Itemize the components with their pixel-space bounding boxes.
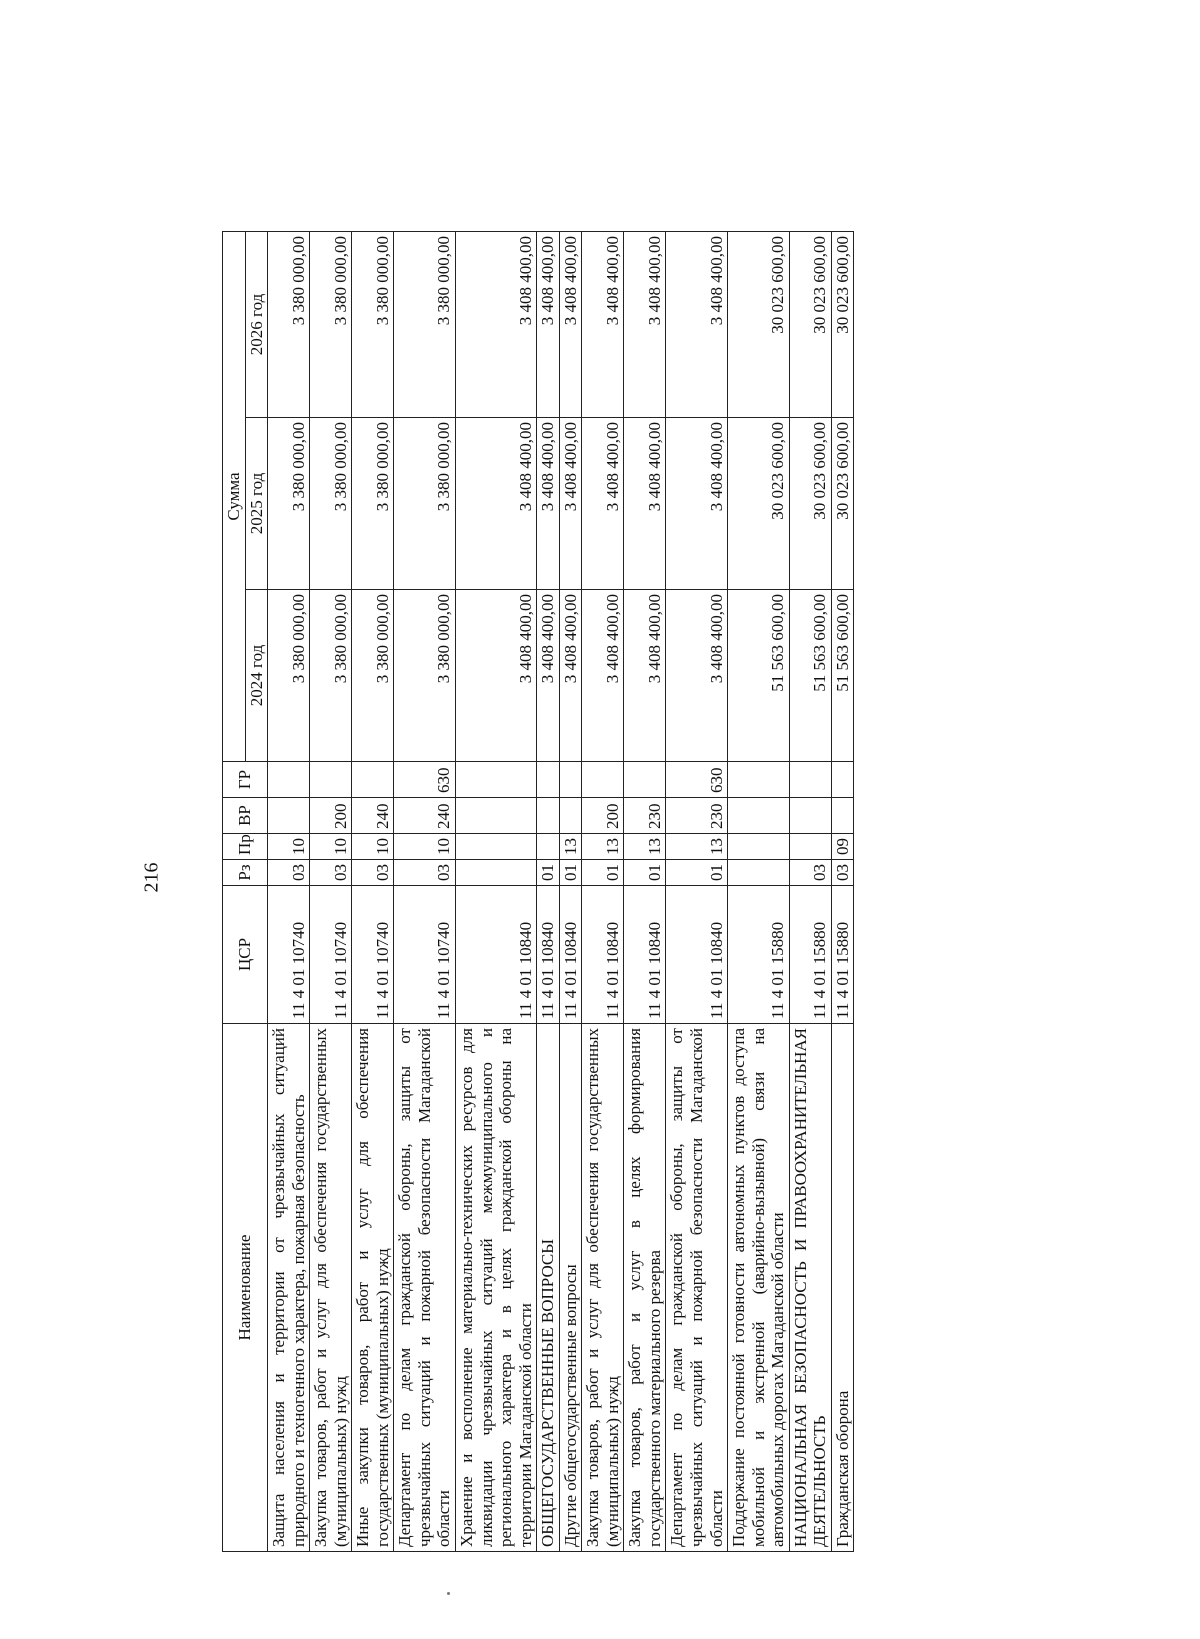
table-row [537, 232, 560, 1552]
cell-2025: 3 408 400,00 [582, 418, 624, 590]
cell-pr: 13 [559, 834, 582, 860]
cell-gr [789, 762, 831, 798]
cell-2025: 30 023 600,00 [789, 418, 831, 590]
cell-csr: 11 4 01 10840 [456, 886, 537, 1024]
header-vr: ВР [223, 798, 268, 834]
cell-vr [728, 798, 790, 834]
cell-rz: 01 [624, 860, 666, 886]
cell-2026: 30 023 600,00 [831, 232, 854, 418]
table-row [559, 232, 582, 1552]
cell-rz: 03 [310, 860, 352, 886]
cell-csr: 11 4 01 15880 [789, 886, 831, 1024]
header-row [223, 232, 246, 1552]
cell-pr: 10 [394, 834, 456, 860]
cell-2026: 3 408 400,00 [559, 232, 582, 418]
cell-pr: 13 [582, 834, 624, 860]
cell-vr: 230 [624, 798, 666, 834]
cell-2024: 51 563 600,00 [728, 590, 790, 762]
scan-speck [447, 1592, 450, 1595]
cell-vr: 200 [310, 798, 352, 834]
cell-csr: 11 4 01 10740 [310, 886, 352, 1024]
cell-2024: 3 380 000,00 [310, 590, 352, 762]
cell-2024: 3 408 400,00 [456, 590, 537, 762]
cell-2026: 3 380 000,00 [310, 232, 352, 418]
cell-vr: 200 [582, 798, 624, 834]
cell-2026: 3 408 400,00 [456, 232, 537, 418]
cell-2025: 3 408 400,00 [666, 418, 728, 590]
cell-vr [559, 798, 582, 834]
cell-2026: 3 408 400,00 [582, 232, 624, 418]
cell-2025: 3 380 000,00 [394, 418, 456, 590]
cell-2025: 3 408 400,00 [537, 418, 560, 590]
cell-2026: 3 380 000,00 [352, 232, 394, 418]
cell-vr [831, 798, 854, 834]
cell-name: Закупка товаров, работ и услуг в целях формирования государственного материального резерва [624, 1024, 666, 1552]
cell-rz [456, 860, 537, 886]
cell-gr [352, 762, 394, 798]
cell-name: НАЦИОНАЛЬНАЯ БЕЗОПАСНОСТЬ И ПРАВООХРАНИТЕЛЬНАЯ ДЕЯТЕЛЬНОСТЬ [789, 1024, 831, 1552]
cell-pr [789, 834, 831, 860]
cell-vr: 240 [352, 798, 394, 834]
cell-gr: 630 [666, 762, 728, 798]
table-row [831, 232, 854, 1552]
cell-gr [624, 762, 666, 798]
cell-rz: 03 [831, 860, 854, 886]
cell-pr: 13 [666, 834, 728, 860]
cell-name: Хранение и восполнение материально-технических ресурсов для ликвидации чрезвычайных ситуаций межмуниципального и регионального характера и в целях гражданской обороны на территории Магаданской области [456, 1024, 537, 1552]
cell-vr [268, 798, 310, 834]
cell-gr [310, 762, 352, 798]
cell-gr [831, 762, 854, 798]
budget-table [222, 231, 854, 1552]
cell-2024: 3 408 400,00 [559, 590, 582, 762]
cell-2026: 3 380 000,00 [268, 232, 310, 418]
page-number: 216 [140, 862, 163, 893]
header-pr: Пр [223, 834, 268, 860]
cell-name: Другие общегосударственные вопросы [559, 1024, 582, 1552]
header-sum: Сумма [223, 232, 246, 762]
table-row [268, 232, 310, 1552]
cell-gr [559, 762, 582, 798]
cell-2024: 3 380 000,00 [268, 590, 310, 762]
cell-vr [789, 798, 831, 834]
cell-pr [456, 834, 537, 860]
cell-2025: 3 380 000,00 [352, 418, 394, 590]
budget-table-rotated [222, 232, 1062, 1552]
cell-name: Поддержание постоянной готовности автономных пунктов доступа мобильной и экстренной (аварийно-вызывной) связи на автомобильных дорогах Магаданской области [728, 1024, 790, 1552]
cell-gr: 630 [394, 762, 456, 798]
cell-rz: 01 [582, 860, 624, 886]
cell-pr: 10 [352, 834, 394, 860]
cell-vr [456, 798, 537, 834]
cell-rz: 03 [352, 860, 394, 886]
cell-2026: 3 408 400,00 [624, 232, 666, 418]
cell-name: Закупка товаров, работ и услуг для обеспечения государственных (муниципальных) нужд [310, 1024, 352, 1552]
table-row [352, 232, 394, 1552]
table-row [728, 232, 790, 1552]
cell-2025: 3 380 000,00 [310, 418, 352, 590]
cell-vr [537, 798, 560, 834]
cell-name: ОБЩЕГОСУДАРСТВЕННЫЕ ВОПРОСЫ [537, 1024, 560, 1552]
cell-2024: 51 563 600,00 [831, 590, 854, 762]
header-name: Наименование [223, 1024, 268, 1552]
table-row [310, 232, 352, 1552]
cell-2024: 3 380 000,00 [394, 590, 456, 762]
cell-pr: 10 [310, 834, 352, 860]
cell-2026: 3 408 400,00 [666, 232, 728, 418]
cell-csr: 11 4 01 10840 [559, 886, 582, 1024]
cell-rz: 03 [394, 860, 456, 886]
cell-csr: 11 4 01 10740 [394, 886, 456, 1024]
header-rz: Рз [223, 860, 268, 886]
cell-2024: 3 408 400,00 [537, 590, 560, 762]
cell-gr [582, 762, 624, 798]
cell-2025: 3 408 400,00 [559, 418, 582, 590]
table-row [394, 232, 456, 1552]
cell-csr: 11 4 01 10840 [624, 886, 666, 1024]
cell-2025: 3 408 400,00 [624, 418, 666, 590]
cell-rz: 01 [559, 860, 582, 886]
cell-pr: 10 [268, 834, 310, 860]
cell-2025: 3 380 000,00 [268, 418, 310, 590]
cell-vr: 240 [394, 798, 456, 834]
table-row [789, 232, 831, 1552]
cell-csr: 11 4 01 10840 [582, 886, 624, 1024]
cell-2025: 30 023 600,00 [831, 418, 854, 590]
cell-csr: 11 4 01 10840 [666, 886, 728, 1024]
cell-name: Закупка товаров, работ и услуг для обеспечения государственных (муниципальных) нужд [582, 1024, 624, 1552]
cell-name: Департамент по делам гражданской обороны, защиты от чрезвычайных ситуаций и пожарной безопасности Магаданской области [394, 1024, 456, 1552]
cell-2026: 30 023 600,00 [789, 232, 831, 418]
table-row [582, 232, 624, 1552]
table-row [456, 232, 537, 1552]
cell-pr [537, 834, 560, 860]
cell-name: Иные закупки товаров, работ и услуг для обеспечения государственных (муниципальных) нужд [352, 1024, 394, 1552]
cell-rz [728, 860, 790, 886]
cell-name: Защита населения и территории от чрезвычайных ситуаций природного и техногенного характера, пожарная безопасность [268, 1024, 310, 1552]
cell-gr [728, 762, 790, 798]
table-row [624, 232, 666, 1552]
cell-name: Гражданская оборона [831, 1024, 854, 1552]
cell-2024: 3 408 400,00 [666, 590, 728, 762]
cell-csr: 11 4 01 15880 [831, 886, 854, 1024]
cell-csr: 11 4 01 10740 [268, 886, 310, 1024]
cell-gr [537, 762, 560, 798]
table-row [666, 232, 728, 1552]
cell-gr [268, 762, 310, 798]
cell-rz: 01 [537, 860, 560, 886]
cell-rz: 03 [789, 860, 831, 886]
cell-pr: 09 [831, 834, 854, 860]
cell-2026: 30 023 600,00 [728, 232, 790, 418]
cell-csr: 11 4 01 15880 [728, 886, 790, 1024]
cell-2024: 51 563 600,00 [789, 590, 831, 762]
cell-2024: 3 380 000,00 [352, 590, 394, 762]
cell-2026: 3 380 000,00 [394, 232, 456, 418]
cell-vr: 230 [666, 798, 728, 834]
cell-2024: 3 408 400,00 [582, 590, 624, 762]
cell-pr: 13 [624, 834, 666, 860]
cell-2025: 30 023 600,00 [728, 418, 790, 590]
header-year-2025: 2025 год [245, 418, 268, 590]
cell-2026: 3 408 400,00 [537, 232, 560, 418]
header-year-2024: 2024 год [245, 590, 268, 762]
header-year-2026: 2026 год [245, 232, 268, 418]
header-csr: ЦСР [223, 886, 268, 1024]
cell-rz: 01 [666, 860, 728, 886]
header-gr: ГР [223, 762, 268, 798]
cell-2025: 3 408 400,00 [456, 418, 537, 590]
cell-csr: 11 4 01 10740 [352, 886, 394, 1024]
cell-gr [456, 762, 537, 798]
cell-pr [728, 834, 790, 860]
cell-name: Департамент по делам гражданской обороны, защиты от чрезвычайных ситуаций и пожарной безопасности Магаданской области [666, 1024, 728, 1552]
cell-2024: 3 408 400,00 [624, 590, 666, 762]
cell-csr: 11 4 01 10840 [537, 886, 560, 1024]
cell-rz: 03 [268, 860, 310, 886]
